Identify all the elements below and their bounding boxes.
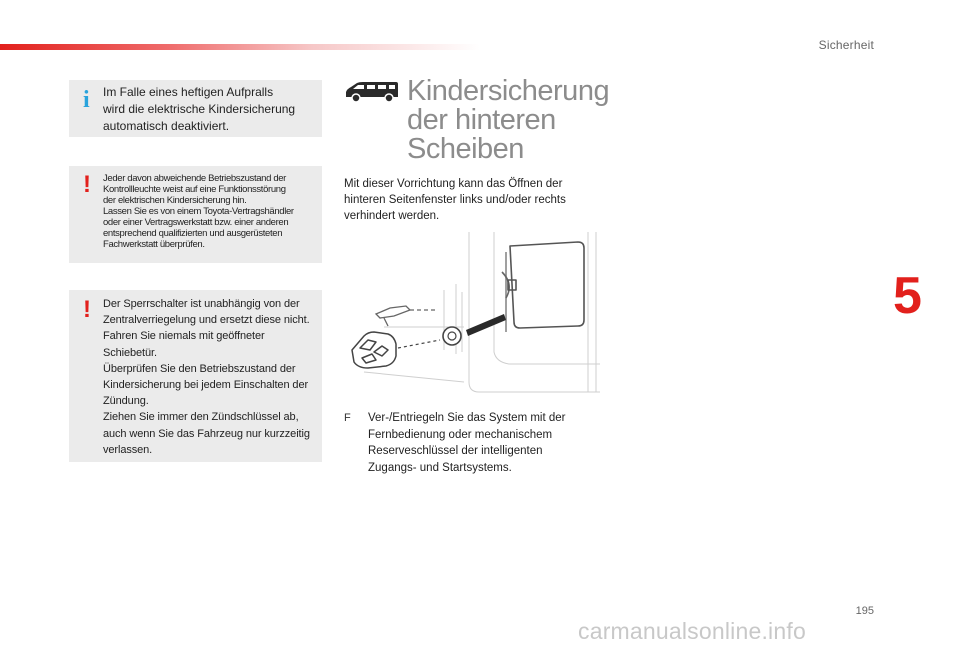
section-title: Kindersicherung der hinteren Scheiben xyxy=(407,75,610,165)
chapter-number: 5 xyxy=(893,267,922,325)
section-header: Sicherheit xyxy=(818,38,874,52)
info-note xyxy=(69,80,322,137)
warning-note-text: Jeder davon abweichende Betriebszustand der Kontrollleuchte weist auf eine Funktionsstörung der elektrischen Kindersicherung hin. Lassen Sie es von einem Toyota-Vertragshändler oder einer Vertragswerkstatt bzw. einer anderen entsprechend qualifizierten und ausgerüsteten Fachwerkstatt überprüfen. xyxy=(103,173,294,250)
warning-icon: ! xyxy=(83,296,91,323)
warning-note-text: Der Sperrschalter ist unabhängig von der Zentralverriegelung und ersetzt diese nicht. Fahren Sie niemals mit geöffneter Schiebetür. Überprüfen Sie den Betriebszustand der Kindersicherung bei jedem Einschalten der Zündung. Ziehen Sie immer den Zündschlüssel ab, auch wenn Sie das Fahrzeug nur kurzzeitig verlassen. xyxy=(103,298,310,456)
warning-icon: ! xyxy=(83,171,91,198)
warning-note-malfunction xyxy=(69,166,322,263)
info-icon: i xyxy=(83,87,90,113)
warning-note-lock-switch xyxy=(69,290,322,462)
top-accent-bar xyxy=(0,44,480,50)
watermark: carmanualsonline.info xyxy=(578,618,806,644)
section-intro: Mit dieser Vorrichtung kann das Öffnen der hinteren Seitenfenster links und/oder rechts verhindert werden. xyxy=(344,178,566,222)
van-icon xyxy=(344,80,400,104)
page-number: 195 xyxy=(855,605,874,617)
key-and-window-illustration xyxy=(344,232,600,402)
step-text: Ver-/Entriegeln Sie das System mit der Fernbedienung oder mechanischem Reserveschlüssel der intelligenten Zugangs- und Startsystems. xyxy=(368,412,566,474)
info-note-text: Im Falle eines heftigen Aufpralls wird die elektrische Kindersicherung automatisch deaktiviert. xyxy=(103,85,296,133)
bullet-icon: F xyxy=(344,412,351,424)
